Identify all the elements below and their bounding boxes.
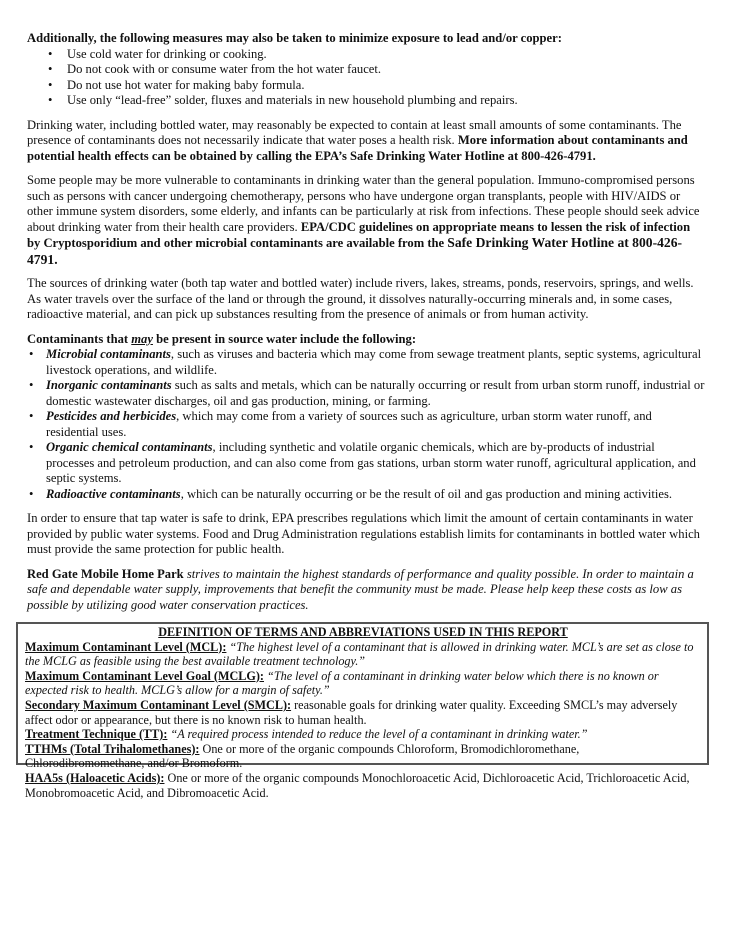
definition-item bbox=[25, 742, 701, 771]
list-item bbox=[27, 409, 705, 440]
list-item bbox=[27, 440, 705, 487]
document-page bbox=[27, 31, 705, 613]
list-item: • Use cold water for drinking or cooking. bbox=[27, 47, 705, 63]
contaminant-description: , which may come from a variety of sources such as agriculture, urban storm water runoff, and residential uses. bbox=[46, 409, 652, 439]
contaminant-description: , including synthetic and volatile organic chemicals, which are by-products of industrial processes and petroleum production, and can also come from gas stations, urban storm water runoff, agricultural application, and septic systems. bbox=[46, 440, 696, 485]
list-item: • Do not use hot water for making baby formula. bbox=[27, 78, 705, 94]
contaminants-list bbox=[27, 347, 705, 502]
bottled-water-paragraph bbox=[27, 118, 705, 165]
definition-item bbox=[25, 698, 701, 727]
park-statement-paragraph bbox=[27, 567, 705, 614]
definition-term: HAA5s (Haloacetic Acids): bbox=[25, 770, 165, 785]
list-item: • Use only “lead-free” solder, fluxes and materials in new household plumbing and repairs. bbox=[27, 93, 705, 109]
definition-italic-text: “The level of a contaminant in drinking water below which there is no known or expected risk to health. MCLG’s allow for a margin of safety.” bbox=[25, 668, 659, 698]
definition-text: One or more of the organic compounds Chloroform, Bromodichloromethane, Chlorodibromomethane, and/or Bromoform. bbox=[25, 741, 580, 771]
contaminant-term: Organic chemical contaminants bbox=[46, 440, 213, 454]
contaminant-description: such as salts and metals, which can be naturally occurring or result from urban storm runoff, industrial or domestic wastewater discharges, oil and gas production, mining, or farming. bbox=[46, 378, 705, 408]
contaminants-heading-start: Contaminants that bbox=[27, 331, 132, 346]
list-item: • Do not cook with or consume water from the hot water faucet. bbox=[27, 62, 705, 78]
epa-regulations-paragraph: In order to ensure that tap water is safe to drink, EPA prescribes regulations which limit the amount of certain contaminants in water provided by public water systems. Food and Drug Administration regulations establish limits for contaminants in bottled water which must provide the same protection for public health. bbox=[27, 511, 700, 556]
cdc-guidelines-bold: EPA/CDC guidelines on appropriate means to lessen the risk of infection by Cryptosporidium and other microbial contaminants are available from the bbox=[27, 219, 691, 250]
bottled-water-text: Drinking water, including bottled water, may reasonably be expected to contain at least small amounts of some contaminants. The presence of contaminants does not necessarily indicate that water poses a health risk. bbox=[27, 117, 682, 147]
definition-term: Secondary Maximum Contaminant Level (SMCL): bbox=[25, 697, 292, 712]
definition-term: Maximum Contaminant Level (MCL): bbox=[25, 639, 227, 654]
definitions-box bbox=[16, 622, 709, 800]
contaminants-heading-end: be present in source water include the following: bbox=[152, 331, 417, 346]
vulnerable-people-paragraph bbox=[27, 173, 705, 268]
contaminant-term: Inorganic contaminants bbox=[46, 378, 172, 392]
contaminants-heading bbox=[27, 332, 705, 348]
definition-item bbox=[25, 771, 701, 800]
definition-item bbox=[25, 727, 701, 742]
definition-term: TTHMs (Total Trihalomethanes): bbox=[25, 741, 200, 756]
park-statement-text: strives to maintain the highest standards of performance and quality possible. In order to maintain a safe and dependable water supply, improvements that benefit the community must be made. Please help keep these costs as low as possible by utilizing good water conservation practices. bbox=[27, 566, 694, 612]
definition-item bbox=[25, 640, 701, 669]
vulnerable-people-text: Some people may be more vulnerable to contaminants in drinking water than the general population. Immuno-compromised persons such as persons with cancer undergoing chemotherapy, persons who have undergone organ transplants, people with HIV/AIDS or other immune system disorders, some elderly, and infants can be particularly at risk from infections. These people should seek advice about drinking water from their health care providers. bbox=[27, 173, 700, 234]
list-item bbox=[27, 347, 705, 378]
definition-item bbox=[25, 669, 701, 698]
park-name: Red Gate Mobile Home Park bbox=[27, 566, 184, 581]
definition-text: One or more of the organic compounds Monochloroacetic Acid, Dichloroacetic Acid, Trichloroacetic Acid, Monobromoacetic Acid, and Dibromoacetic Acid. bbox=[25, 770, 690, 800]
contaminant-term: Microbial contaminants bbox=[46, 347, 171, 361]
definition-term: Maximum Contaminant Level Goal (MCLG): bbox=[25, 668, 264, 683]
water-sources-paragraph: The sources of drinking water (both tap water and bottled water) include rivers, lakes, streams, ponds, reservoirs, springs, and wells. As water travels over the surface of the land or through the ground, it dissolves naturally-occurring minerals and, in some cases, radioactive material, and can pick up substances resulting from the presence of animals or from human activity. bbox=[27, 276, 694, 321]
contaminant-term: Pesticides and herbicides bbox=[46, 409, 177, 423]
list-item bbox=[27, 378, 705, 409]
hotline-number-bold: Safe Drinking Water Hotline at 800-426-4791. bbox=[27, 235, 683, 267]
contaminants-heading-may: may bbox=[131, 331, 153, 346]
list-item bbox=[27, 487, 705, 503]
contaminant-description: , which can be naturally occurring or be the result of oil and gas production and mining activities. bbox=[180, 486, 673, 501]
contaminant-description: , such as viruses and bacteria which may come from sewage treatment plants, septic systems, agricultural livestock operations, and wildlife. bbox=[46, 347, 702, 377]
hotline-info-bold: More information about contaminants and potential health effects can be obtained by calling the EPA’s Safe Drinking Water Hotline at 800-426-4791. bbox=[27, 133, 688, 163]
definition-text: reasonable goals for drinking water quality. Exceeding SMCL’s may adversely affect odor or appearance, but there is no known risk to human health. bbox=[25, 697, 678, 727]
lead-copper-measures-list bbox=[27, 47, 705, 109]
lead-copper-measures-heading: Additionally, the following measures may also be taken to minimize exposure to lead and/or copper: bbox=[27, 31, 562, 45]
definition-italic-text: “The highest level of a contaminant that is allowed in drinking water. MCL’s are set as close to the MCLG as feasible using the best available treatment technology.” bbox=[25, 639, 694, 669]
definition-term: Treatment Technique (TT): bbox=[25, 727, 168, 742]
definitions-title: DEFINITION OF TERMS AND ABBREVIATIONS USED IN THIS REPORT bbox=[158, 625, 568, 639]
definition-italic-text: “A required process intended to reduce the level of a contaminant in drinking water.” bbox=[170, 727, 588, 742]
contaminant-term: Radioactive contaminants bbox=[46, 486, 181, 501]
